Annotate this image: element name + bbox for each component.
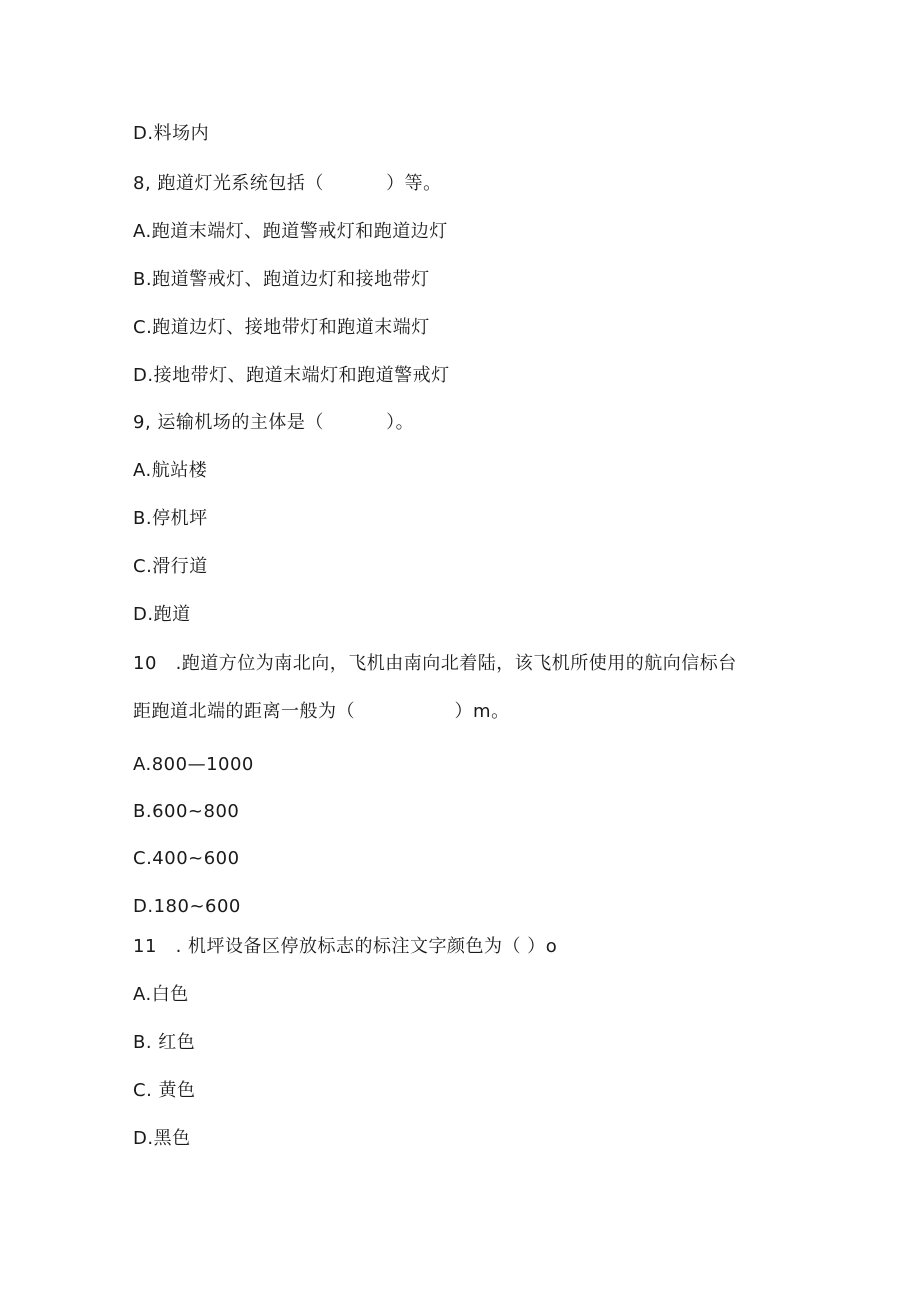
option-8-d: D.接地带灯、跑道末端灯和跑道警戒灯 xyxy=(133,365,450,386)
option-9-b: B.停机坪 xyxy=(133,508,208,529)
option-9-d: D.跑道 xyxy=(133,604,191,625)
option-11-a: A.白色 xyxy=(133,984,189,1005)
question-10-line-1: 10 .跑道方位为南北向，飞机由南向北着陆，该飞机所使用的航向信标台 xyxy=(133,653,737,674)
option-11-d: D.黑色 xyxy=(133,1128,191,1149)
option-10-c: C.400~600 xyxy=(133,848,240,869)
option-8-a: A.跑道末端灯、跑道警戒灯和跑道边灯 xyxy=(133,221,448,242)
option-10-d: D.180~600 xyxy=(133,896,241,917)
option-8-c: C.跑道边灯、接地带灯和跑道末端灯 xyxy=(133,317,430,338)
question-11: 11 . 机坪设备区停放标志的标注文字颜色为（ ）o xyxy=(133,936,558,957)
option-7-d: D.料场内 xyxy=(133,123,210,144)
option-10-b: B.600~800 xyxy=(133,801,240,822)
option-11-b: B. 红色 xyxy=(133,1032,196,1053)
option-10-a: A.800—1000 xyxy=(133,754,254,775)
question-9: 9, 运输机场的主体是（ ）。 xyxy=(133,412,415,433)
option-9-c: C.滑行道 xyxy=(133,556,208,577)
question-10-line-2: 距跑道北端的距离一般为（ ）m。 xyxy=(133,701,510,722)
question-8: 8, 跑道灯光系统包括（ ）等。 xyxy=(133,173,442,194)
option-11-c: C. 黄色 xyxy=(133,1080,196,1101)
option-8-b: B.跑道警戒灯、跑道边灯和接地带灯 xyxy=(133,269,430,290)
option-9-a: A.航站楼 xyxy=(133,460,208,481)
